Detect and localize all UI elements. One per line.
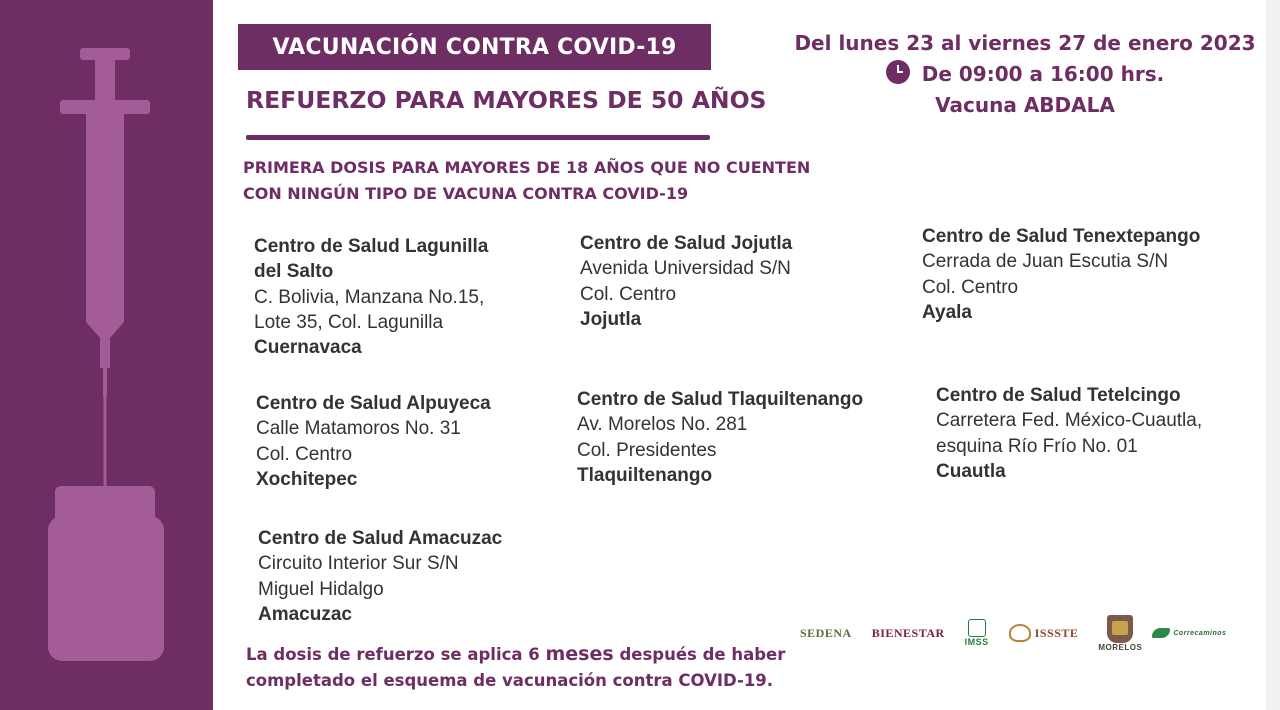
side-panel — [0, 0, 213, 710]
center-lagunilla — [254, 234, 488, 360]
divider — [246, 135, 710, 140]
center-address: esquina Río Frío No. 01 — [936, 435, 1138, 457]
right-edge-strip — [1266, 0, 1280, 710]
issste-logo — [1009, 624, 1079, 642]
center-address: Col. Centro — [580, 283, 677, 305]
center-tenextepango — [922, 224, 1200, 325]
issste-logo-text: ISSSTE — [1034, 625, 1079, 640]
center-city: Amacuzac — [258, 603, 352, 625]
booster-footnote — [246, 641, 806, 694]
center-name: Centro de Salud Jojutla — [580, 233, 793, 254]
syringe-icon — [60, 48, 150, 396]
center-address: Miguel Hidalgo — [258, 578, 384, 600]
syringe-vial-illustration — [0, 0, 213, 710]
footnote-line2: completado el esquema de vacunación contra COVID-19. — [246, 671, 774, 690]
brigada-logo — [1152, 628, 1226, 638]
footnote-emphasis: meses — [545, 643, 614, 665]
center-city: Cuernavaca — [254, 337, 362, 359]
logo-strip — [800, 608, 1227, 658]
center-city: Jojutla — [580, 308, 642, 330]
center-address: Col. Presidentes — [577, 439, 717, 461]
bienestar-logo — [872, 626, 945, 641]
schedule-hours-row — [790, 59, 1260, 90]
roadrunner-icon — [1152, 628, 1170, 638]
center-address: C. Bolivia, Manzana No.15, — [254, 286, 485, 308]
center-amacuzac — [258, 526, 502, 627]
center-address: Carretera Fed. México-Cuautla, — [936, 410, 1203, 432]
center-name: Centro de Salud Tetelcingo — [936, 385, 1181, 406]
center-jojutla — [580, 231, 792, 332]
center-name: Centro de Salud Tenextepango — [922, 226, 1201, 247]
center-name: Centro de Salud Amacuzac — [258, 528, 503, 549]
bienestar-logo-text: BIENESTAR — [871, 625, 945, 640]
schedule — [790, 28, 1260, 121]
morelos-logo — [1098, 615, 1142, 652]
center-address: Calle Matamoros No. 31 — [256, 418, 461, 440]
vial-icon — [48, 486, 164, 661]
center-name: Centro de Salud Alpuyeca — [256, 393, 491, 414]
title-banner: VACUNACIÓN CONTRA COVID-19 — [238, 24, 711, 70]
first-dose-note — [243, 155, 823, 207]
imss-logo-text: IMSS — [964, 637, 989, 647]
center-address: Av. Morelos No. 281 — [577, 414, 748, 436]
morelos-shield-icon — [1107, 615, 1133, 643]
center-name-cont: del Salto — [254, 261, 334, 283]
center-city: Ayala — [922, 301, 972, 323]
schedule-hours: De 09:00 a 16:00 hrs. — [921, 62, 1165, 86]
sedena-logo-text: SEDENA — [800, 625, 852, 640]
first-dose-line2: CON NINGÚN TIPO DE VACUNA CONTRA COVID-19 — [243, 184, 689, 203]
first-dose-line1: PRIMERA DOSIS PARA MAYORES DE 18 AÑOS QUE NO CUENTEN — [243, 158, 811, 177]
brigada-logo-text: Correcaminos — [1173, 629, 1227, 637]
center-address: Avenida Universidad S/N — [580, 258, 791, 280]
center-tetelcingo — [936, 383, 1202, 484]
issste-icon — [1009, 624, 1031, 642]
center-tlaquiltenango — [577, 387, 863, 488]
center-address: Lote 35, Col. Lagunilla — [254, 311, 444, 333]
subtitle: REFUERZO PARA MAYORES DE 50 AÑOS — [246, 86, 767, 114]
center-address: Col. Centro — [922, 276, 1019, 298]
footnote-text: La dosis de refuerzo se aplica 6 — [246, 645, 546, 664]
footnote-line1 — [246, 641, 806, 668]
footnote-text: después de haber — [613, 645, 786, 664]
morelos-logo-text: MORELOS — [1098, 642, 1143, 652]
imss-logo — [965, 619, 989, 647]
center-name: Centro de Salud Tlaquiltenango — [577, 389, 864, 410]
center-city: Xochitepec — [256, 468, 358, 490]
sedena-logo — [800, 626, 852, 641]
center-alpuyeca — [256, 391, 491, 492]
center-address: Col. Centro — [256, 443, 353, 465]
schedule-vaccine: Vacuna ABDALA — [935, 93, 1115, 117]
clock-icon — [886, 60, 910, 84]
center-address: Circuito Interior Sur S/N — [258, 553, 459, 575]
imss-icon — [968, 619, 986, 637]
center-city: Tlaquiltenango — [577, 464, 713, 486]
center-name: Centro de Salud Lagunilla — [254, 236, 489, 257]
center-city: Cuautla — [936, 460, 1006, 482]
schedule-dates: Del lunes 23 al viernes 27 de enero 2023 — [794, 31, 1256, 55]
center-address: Cerrada de Juan Escutia S/N — [922, 251, 1169, 273]
